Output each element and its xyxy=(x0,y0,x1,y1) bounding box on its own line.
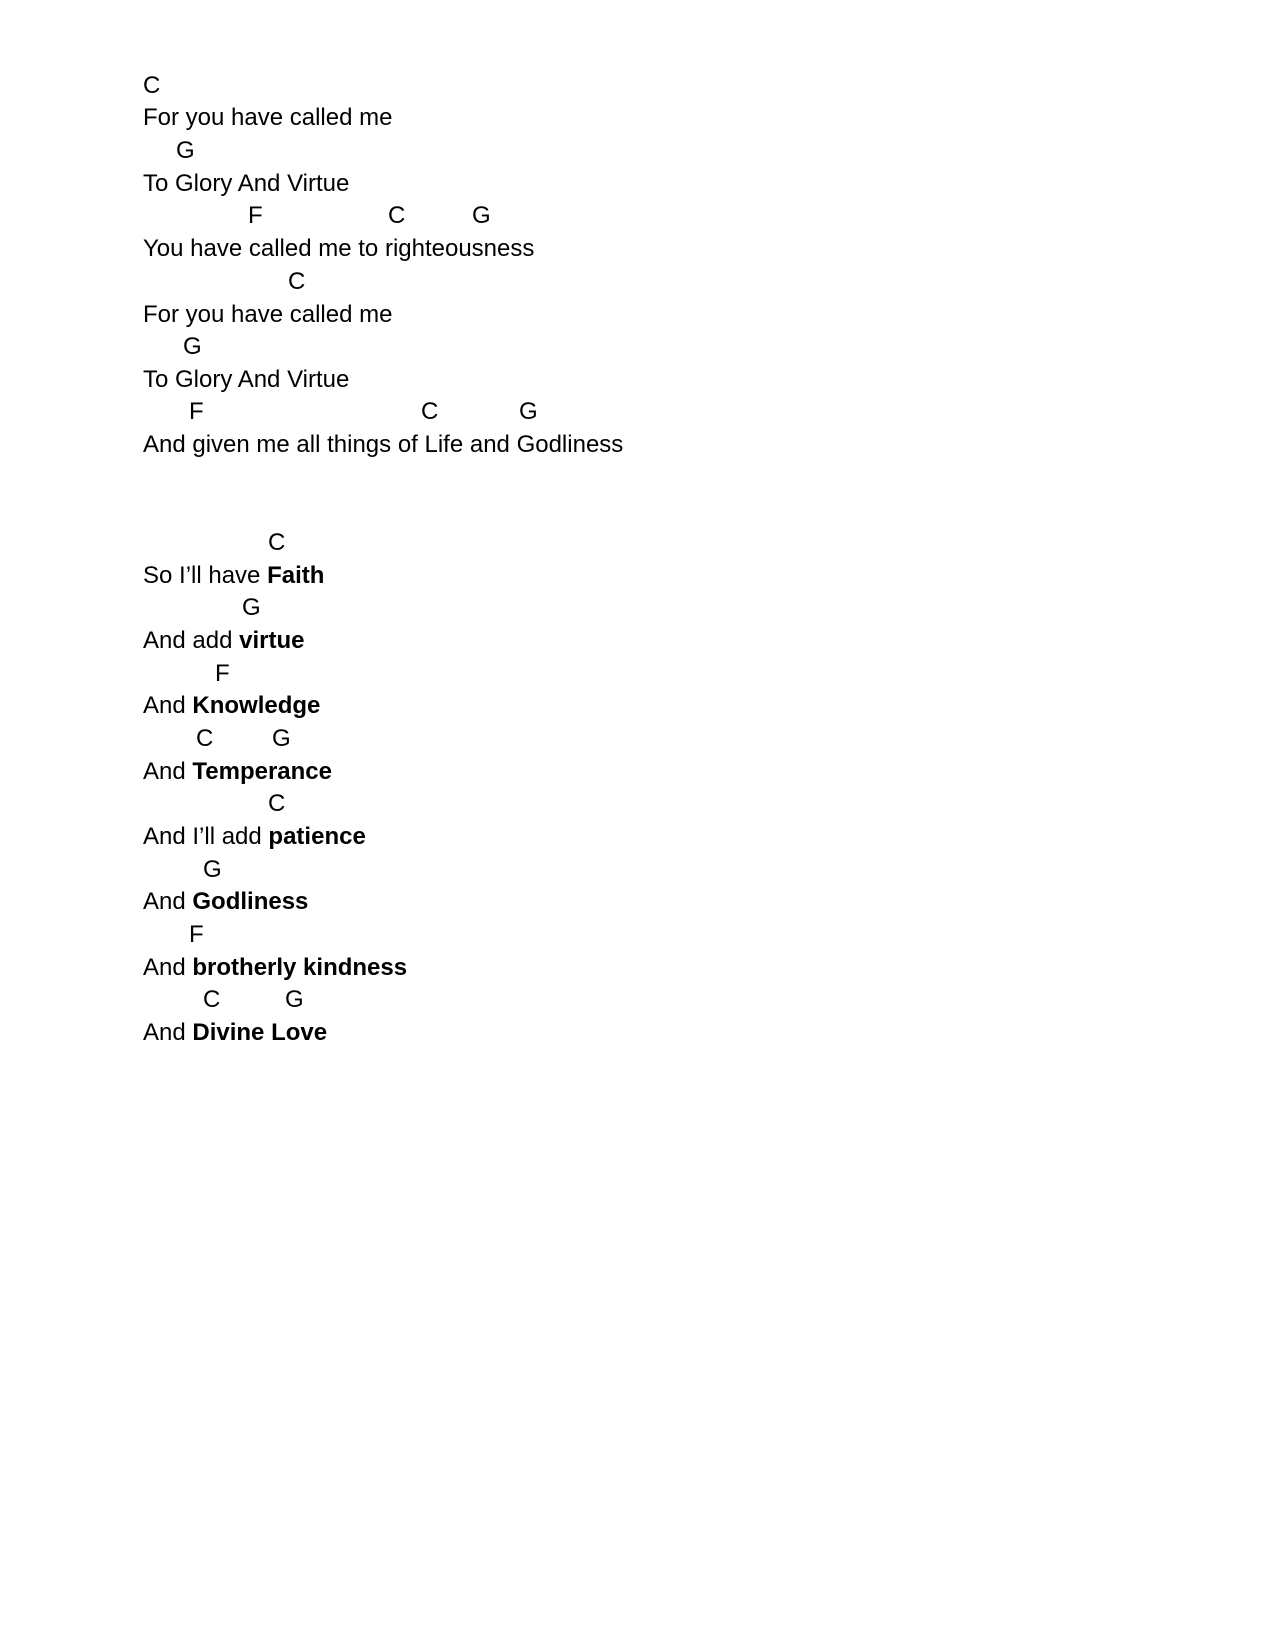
lyric-line xyxy=(143,823,366,851)
chord-symbol: G xyxy=(203,856,222,883)
chord-symbol: G xyxy=(285,986,304,1013)
lyric-text: And xyxy=(143,692,193,719)
chord-symbol: F xyxy=(248,202,263,229)
lyric-line xyxy=(143,627,304,655)
lyric-text: You have called me to righteousness xyxy=(143,235,535,262)
lyric-line xyxy=(143,431,623,459)
chord-symbol: F xyxy=(215,660,230,687)
lyric-emphasis: Divine Love xyxy=(192,1019,328,1046)
lyric-text: And xyxy=(143,1019,193,1046)
chord-symbol: G xyxy=(472,202,491,229)
lyric-line xyxy=(143,366,349,394)
lyric-line xyxy=(143,692,320,720)
lyric-emphasis: Faith xyxy=(267,562,325,589)
lyric-text: And xyxy=(143,888,193,915)
chord-symbol: G xyxy=(242,594,261,621)
lyric-text: And I’ll add xyxy=(143,823,269,850)
chord-symbol: G xyxy=(519,398,538,425)
lyric-emphasis: Godliness xyxy=(192,888,309,915)
chord-symbol: C xyxy=(203,986,221,1013)
lyric-text: And given me all things of Life and Godliness xyxy=(143,431,624,458)
chord-symbol: C xyxy=(421,398,439,425)
chord-symbol: G xyxy=(176,137,195,164)
chord-symbol: C xyxy=(388,202,406,229)
chord-symbol: F xyxy=(189,921,204,948)
lyric-line xyxy=(143,888,308,916)
chord-symbol: F xyxy=(189,398,204,425)
lyric-line xyxy=(143,562,324,590)
lyric-line xyxy=(143,301,392,329)
lyric-text: For you have called me xyxy=(143,104,393,131)
chord-symbol: C xyxy=(288,268,306,295)
lyric-emphasis: Knowledge xyxy=(192,692,321,719)
lyric-text: So I’ll have xyxy=(143,562,268,589)
chord-symbol: C xyxy=(268,790,286,817)
lyric-emphasis: patience xyxy=(268,823,366,850)
lyric-emphasis: virtue xyxy=(239,627,305,654)
lyric-emphasis: brotherly kindness xyxy=(192,954,408,981)
lyric-line xyxy=(143,235,534,263)
lyric-text: To Glory And Virtue xyxy=(143,366,350,393)
lyric-line xyxy=(143,104,392,132)
lyric-text: And add xyxy=(143,627,240,654)
lyric-line xyxy=(143,758,332,786)
chord-symbol: C xyxy=(143,72,161,99)
lyric-text: To Glory And Virtue xyxy=(143,170,350,197)
lyric-line xyxy=(143,954,407,982)
chord-symbol: G xyxy=(272,725,291,752)
chord-symbol: C xyxy=(268,529,286,556)
lyric-line xyxy=(143,1019,327,1047)
lyric-text: And xyxy=(143,954,193,981)
lyric-text: For you have called me xyxy=(143,301,393,328)
lyric-line xyxy=(143,170,349,198)
lyric-emphasis: Temperance xyxy=(192,758,332,785)
chord-symbol: G xyxy=(183,333,202,360)
chord-symbol: C xyxy=(196,725,214,752)
lyric-text: And xyxy=(143,758,193,785)
